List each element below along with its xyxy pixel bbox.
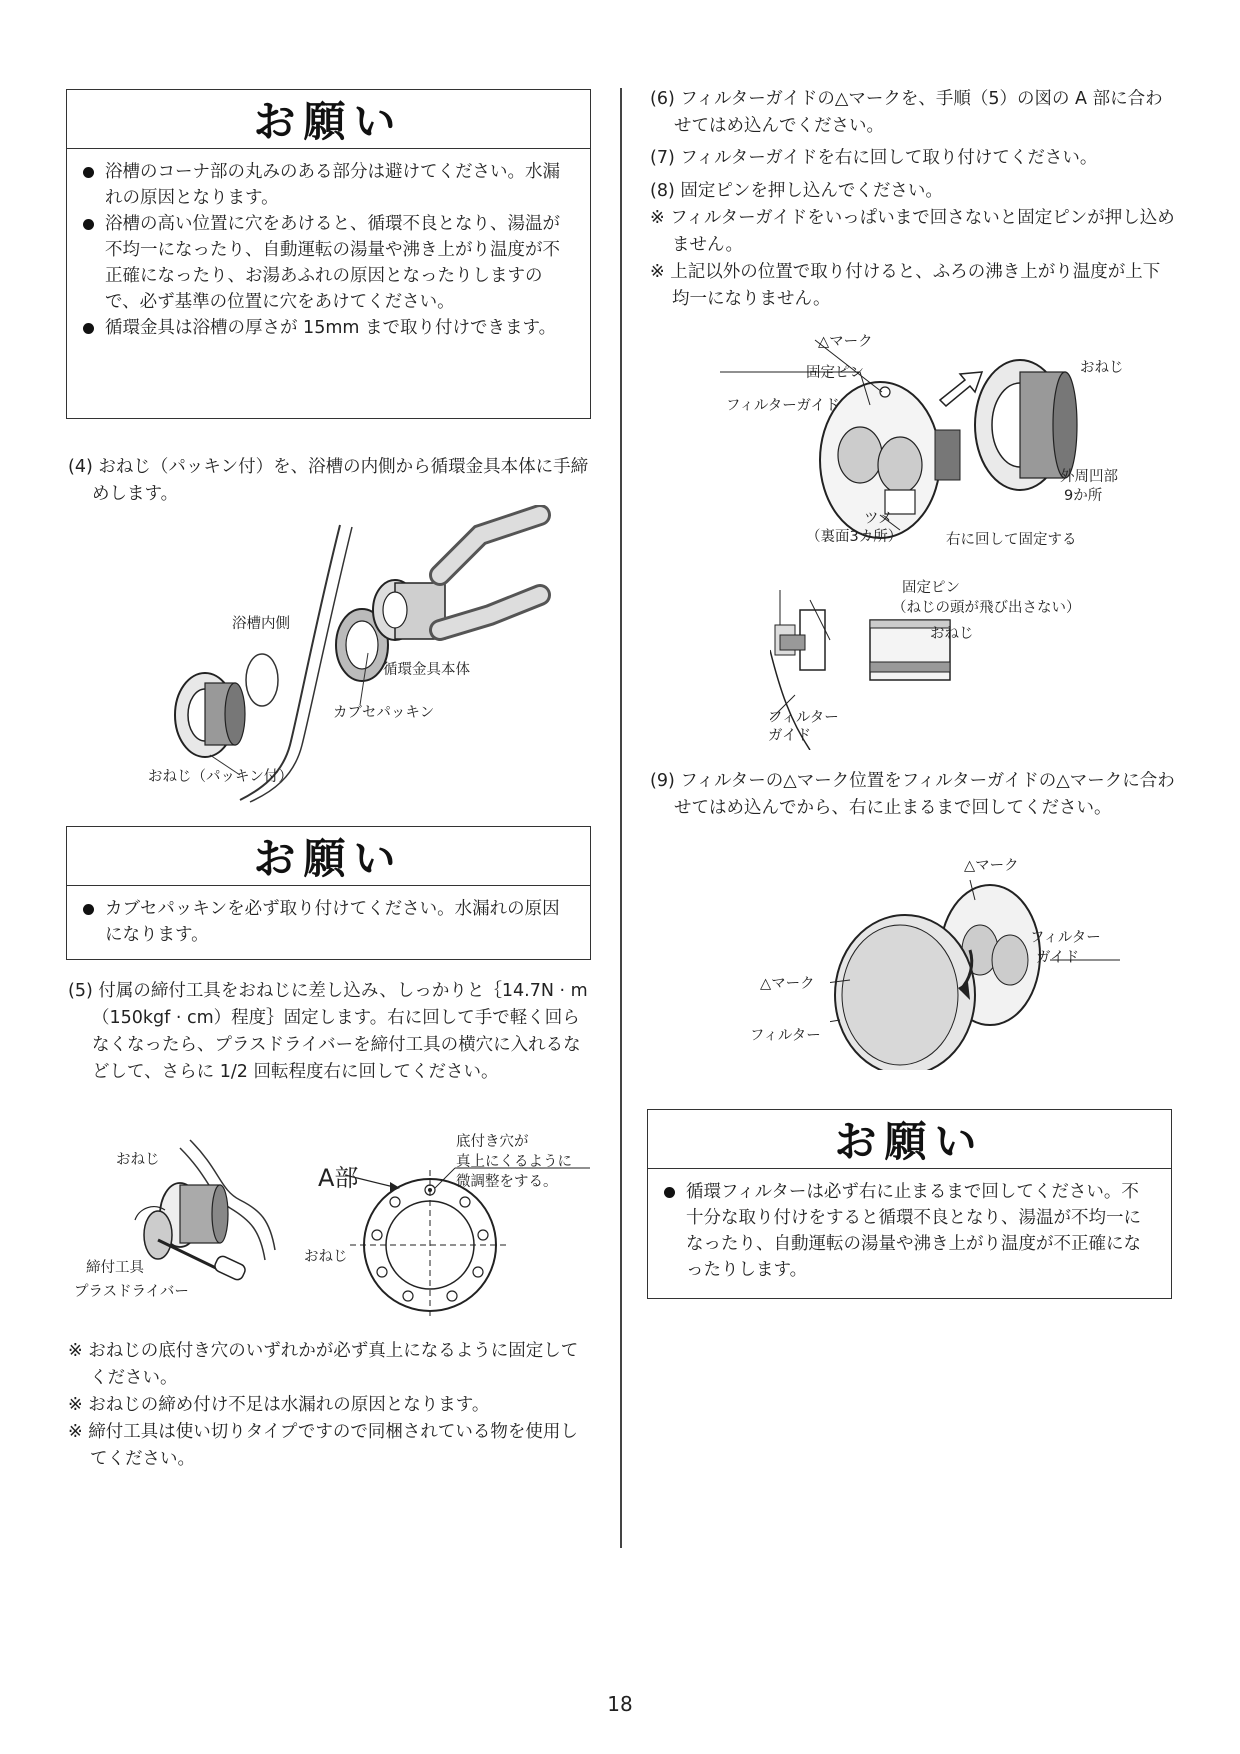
right-notes xyxy=(650,205,1175,313)
notice-title: お願い xyxy=(648,1110,1171,1169)
label-hole-line1: 底付き穴が xyxy=(456,1134,529,1150)
step-4: (4) おねじ（パッキン付）を、浴槽の内側から循環金具本体に手締めします。 xyxy=(68,457,589,504)
label-claw: ツメ xyxy=(864,511,893,527)
label-screw-3: おねじ xyxy=(930,626,974,642)
label-screw: おねじ xyxy=(1080,360,1124,376)
step-5: (5) 付属の締付工具をおねじに差し込み、しっかりと｛14.7N · m（150kgf · cm）程度｝固定します。右に回して手で軽く回らなくなったら、プラスドライバーを締付工具の横穴に入れるなどして、さらに 1/2 回転程度右に回してください。 xyxy=(68,981,588,1082)
notice-item: 循環金具は浴槽の厚さが 15mm まで取り付けできます。 xyxy=(83,315,574,341)
notice-box-1 xyxy=(66,89,591,419)
label-hole-line3: 微調整をする。 xyxy=(456,1174,558,1190)
step-6: (6) フィルターガイドの△マークを、手順（5）の図の A 部に合わせてはめ込んでください。 xyxy=(650,89,1163,136)
notice-box-3 xyxy=(647,1109,1172,1299)
label-fixing-pin-2: 固定ピン xyxy=(902,580,960,596)
label-tub-inner: 浴槽内側 xyxy=(232,616,290,632)
label-triangle-mark-left: △マーク xyxy=(760,976,815,992)
figure-screw-assembly xyxy=(140,505,610,805)
label-filter-guide-a: フィルター xyxy=(768,710,839,726)
label-claw-count: （裏面3カ所） xyxy=(806,529,903,545)
label-rotate-fix: 右に回して固定する xyxy=(946,532,1077,548)
notice-item: 循環フィルターは必ず右に止まるまで回してください。不十分な取り付けをすると循環不良となり、湯温が不均一になったり、自動運転の湯量や沸き上がり温度が不正確になったりします。 xyxy=(664,1179,1155,1283)
note-item: ※ おねじの締め付け不足は水漏れの原因となります。 xyxy=(68,1395,490,1415)
label-outer-recess: 外周凹部 xyxy=(1060,469,1118,485)
label-triangle-mark-top: △マーク xyxy=(964,858,1019,874)
label-part-a: A部 xyxy=(318,1164,359,1192)
notice-item: 浴槽のコーナ部の丸みのある部分は避けてください。水漏れの原因となります。 xyxy=(83,159,574,211)
note-item: ※ 上記以外の位置で取り付けると、ふろの沸き上がり温度が上下均一になりません。 xyxy=(650,262,1161,309)
label-triangle-mark: △マーク xyxy=(818,334,873,350)
step-8: (8) 固定ピンを押し込んでください。 xyxy=(650,181,943,201)
label-pin-note: （ねじの頭が飛び出さない） xyxy=(892,600,1081,616)
label-driver: プラスドライバー xyxy=(74,1284,189,1300)
label-screw: おねじ xyxy=(116,1152,160,1168)
step-7: (7) フィルターガイドを右に回して取り付けてください。 xyxy=(650,148,1098,168)
note-item: ※ フィルターガイドをいっぱいまで回さないと固定ピンが押し込めません。 xyxy=(650,208,1175,255)
figure-filter-guide-install xyxy=(720,330,1140,550)
label-screw-2: おねじ xyxy=(304,1249,348,1265)
notice-title: お願い xyxy=(67,827,590,886)
figure-filter xyxy=(830,870,1130,1070)
label-fixing-pin: 固定ピン xyxy=(806,365,864,381)
notice-box-2 xyxy=(66,826,591,960)
label-filter-guide: フィルターガイド xyxy=(726,398,840,414)
label-screw-packing: おねじ（パッキン付） xyxy=(148,769,293,785)
label-outer-count: 9か所 xyxy=(1064,488,1103,504)
notice-title: お願い xyxy=(67,90,590,149)
label-filter-guide-b: ガイド xyxy=(768,728,812,744)
note-item: ※ おねじの底付き穴のいずれかが必ず真上になるように固定してください。 xyxy=(68,1341,579,1388)
step-9: (9) フィルターの△マーク位置をフィルターガイドの△マークに合わせてはめ込んでから、右に止まるまで回してください。 xyxy=(650,771,1175,818)
label-tool: 締付工具 xyxy=(86,1260,144,1276)
label-packing: カブセパッキン xyxy=(333,705,435,721)
left-notes xyxy=(68,1338,593,1473)
page-number: 18 xyxy=(607,1692,633,1716)
label-filter-guide-d: ガイド xyxy=(1036,950,1080,966)
notice-item: 浴槽の高い位置に穴をあけると、循環不良となり、湯温が不均一になったり、自動運転の湯量や沸き上がり温度が不正確になったり、お湯あふれの原因となったりしますので、必ず基準の位置に穴をあけてください。 xyxy=(83,211,574,315)
note-item: ※ 締付工具は使い切りタイプですので同梱されている物を使用してください。 xyxy=(68,1422,578,1469)
label-fitting-body: 循環金具本体 xyxy=(383,662,470,678)
notice-item: カブセパッキンを必ず取り付けてください。水漏れの原因になります。 xyxy=(83,896,574,948)
label-hole-line2: 真上にくるように xyxy=(456,1154,572,1170)
label-filter-guide-c: フィルター xyxy=(1030,930,1101,946)
column-divider xyxy=(620,88,622,1548)
label-filter: フィルター xyxy=(750,1028,821,1044)
